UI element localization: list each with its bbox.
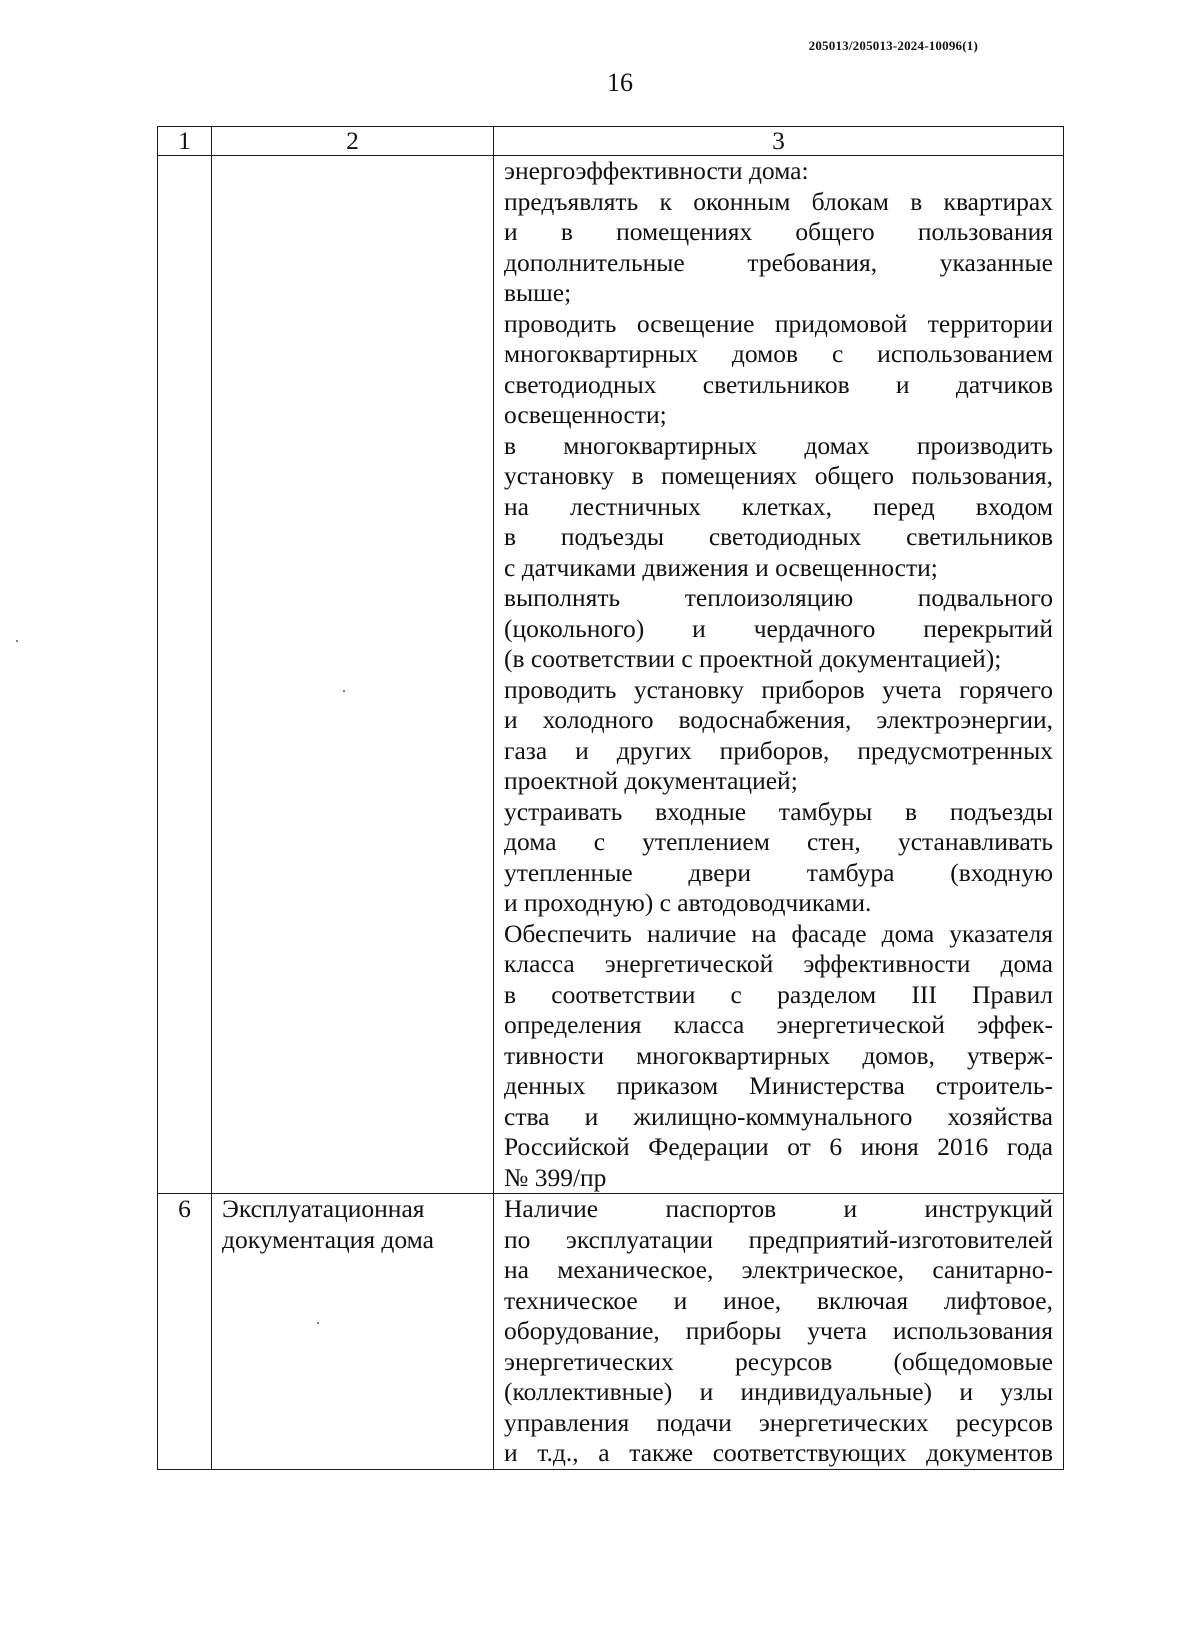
text-line: управления подачи энергетических ресурсов — [504, 1407, 1053, 1437]
table-header-row — [158, 127, 1064, 156]
text-line: установку в помещениях общего пользования, — [504, 461, 1053, 490]
document-registration-number: 205013/205013-2024-10096(1) — [808, 38, 978, 53]
text-line: в многоквартирных домах производить — [504, 430, 1053, 460]
text-line: на лестничных клетках, перед входом — [504, 491, 1053, 521]
name-line: Эксплуатационная — [222, 1194, 425, 1223]
text-line: многоквартирных домов с использованием — [504, 339, 1053, 368]
text-line: Российской Федерации от 6 июня 2016 года — [504, 1132, 1053, 1161]
scan-speck — [343, 690, 345, 692]
row-text-cell — [494, 1194, 1064, 1470]
scan-speck — [16, 640, 18, 642]
row-text-cell — [494, 156, 1064, 1194]
column-header-2: 2 — [212, 127, 494, 156]
text-line: Обеспечить наличие на фасаде дома указателя — [504, 918, 1053, 948]
text-line: выше; — [504, 278, 572, 307]
row-name-cell — [212, 156, 494, 1194]
text-line: (цокольного) и чердачного перекрытий — [504, 613, 1053, 643]
text-line: оборудование, приборы учета использования — [504, 1316, 1053, 1345]
text-line: выполнять теплоизоляцию подвального — [504, 583, 1053, 612]
text-line: (коллективные) и индивидуальные) и узлы — [504, 1377, 1053, 1406]
text-line: предъявлять к оконным блокам в квартирах — [504, 186, 1053, 216]
text-line: (в соответствии с проектной документацией); — [504, 644, 1002, 673]
text-line: утепленные двери тамбура (входную — [504, 857, 1053, 887]
row-number-cell — [158, 156, 212, 1194]
text-line: класса энергетической эффективности дома — [504, 949, 1053, 978]
text-line: и т.д., а также соответствующих документов — [504, 1438, 1053, 1467]
text-line: Наличие паспортов и инструкций — [504, 1194, 1053, 1223]
column-header-1: 1 — [158, 127, 212, 156]
text-line: № 399/пр — [504, 1162, 607, 1192]
text-line: в подъезды светодиодных светильников — [504, 522, 1053, 551]
text-line: в соответствии с разделом III Правил — [504, 979, 1053, 1009]
text-line: проводить освещение придомовой территории — [504, 308, 1053, 338]
scan-speck — [317, 1322, 319, 1324]
text-line: проводить установку приборов учета горячего — [504, 674, 1053, 704]
name-line: документация дома — [222, 1224, 434, 1254]
row-number-cell: 6 — [158, 1194, 212, 1470]
table-row — [158, 1194, 1064, 1470]
text-line: ства и жилищно-коммунального хозяйства — [504, 1101, 1053, 1131]
text-line: дома с утеплением стен, устанавливать — [504, 827, 1053, 856]
text-line: светодиодных светильников и датчиков — [504, 369, 1053, 399]
page-number: 16 — [607, 68, 633, 97]
text-line: с датчиками движения и освещенности; — [504, 552, 938, 582]
text-line: освещенности; — [504, 400, 667, 429]
text-line: определения класса энергетической эффек- — [504, 1010, 1053, 1039]
requirements-table — [157, 126, 1064, 1470]
text-line: газа и других приборов, предусмотренных — [504, 735, 1053, 765]
text-line: техническое и иное, включая лифтовое, — [504, 1285, 1053, 1315]
text-line: тивности многоквартирных домов, утверж- — [504, 1040, 1053, 1070]
text-line: и в помещениях общего пользования — [504, 217, 1053, 246]
row-name-cell — [212, 1194, 494, 1470]
table-row — [158, 156, 1064, 1194]
text-line: и холодного водоснабжения, электроэнергии, — [504, 705, 1053, 734]
text-line: устраивать входные тамбуры в подъезды — [504, 796, 1053, 826]
text-line: проектной документацией; — [504, 766, 798, 795]
text-line: энергоэффективности дома: — [504, 156, 809, 185]
text-line: на механическое, электрическое, санитарно- — [504, 1255, 1053, 1284]
text-line: денных приказом Министерства строитель- — [504, 1071, 1053, 1100]
text-line: по эксплуатации предприятий-изготовителей — [504, 1224, 1053, 1254]
text-line: энергетических ресурсов (общедомовые — [504, 1346, 1053, 1376]
text-line: дополнительные требования, указанные — [504, 247, 1053, 277]
column-header-3: 3 — [494, 127, 1064, 156]
text-line: и проходную) с автодоводчиками. — [504, 888, 872, 917]
